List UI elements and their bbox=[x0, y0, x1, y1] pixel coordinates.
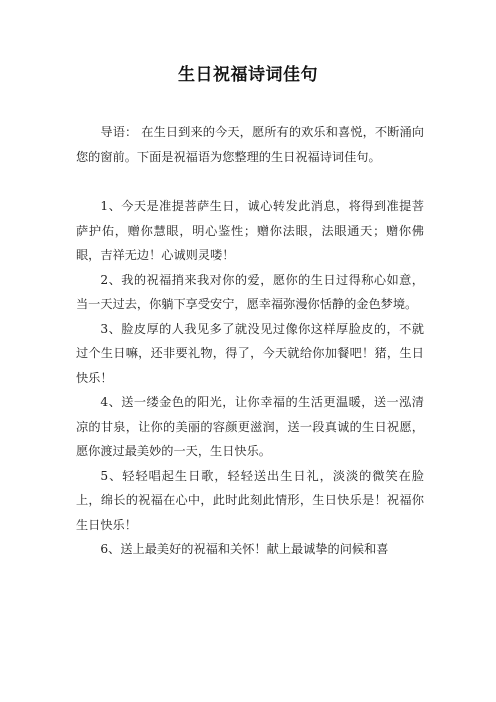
paragraph-6: 6、送上最美好的祝福和关怀！献上最诚挚的问候和喜 bbox=[100, 542, 389, 556]
paragraph-1: 1、今天是准提菩萨生日，诚心转发此消息，将得到准提菩萨护佑，赠你慧眼，明心鉴性；赠你法眼，法眼通天；赠你佛眼，吉祥无边！心诚则灵喽！ bbox=[76, 199, 424, 262]
paragraph-5: 5、轻轻唱起生日歌，轻轻送出生日礼，淡淡的微笑在脸上，绵长的祝福在心中，此时此刻此情形，生日快乐是！祝福你生日快乐！ bbox=[76, 468, 424, 532]
paragraph-3: 3、脸皮厚的人我见多了就没见过像你这样厚脸皮的，不就过个生日嘛，还非要礼物，得了，今天就给你加餐吧！猪，生日快乐！ bbox=[76, 321, 424, 385]
paragraph-4: 4、送一缕金色的阳光，让你幸福的生活更温暖，送一泓清凉的甘泉，让你的美丽的容颜更滋润，送一段真诚的生日祝愿，愿你渡过最美妙的一天，生日快乐。 bbox=[76, 395, 424, 458]
document-body bbox=[76, 120, 424, 562]
document-title: 生日祝福诗词佳句 bbox=[178, 65, 318, 85]
paragraph-2: 2、我的祝福捎来我对你的爱，愿你的生日过得称心如意，当一天过去，你躺下享受安宁，愿幸福弥漫你恬静的金色梦境。 bbox=[76, 272, 424, 311]
intro-paragraph: 导语： 在生日到来的今天，愿所有的欢乐和喜悦，不断涌向您的窗前。下面是祝福语为您整理的生日祝福诗词佳句。 bbox=[76, 125, 424, 164]
